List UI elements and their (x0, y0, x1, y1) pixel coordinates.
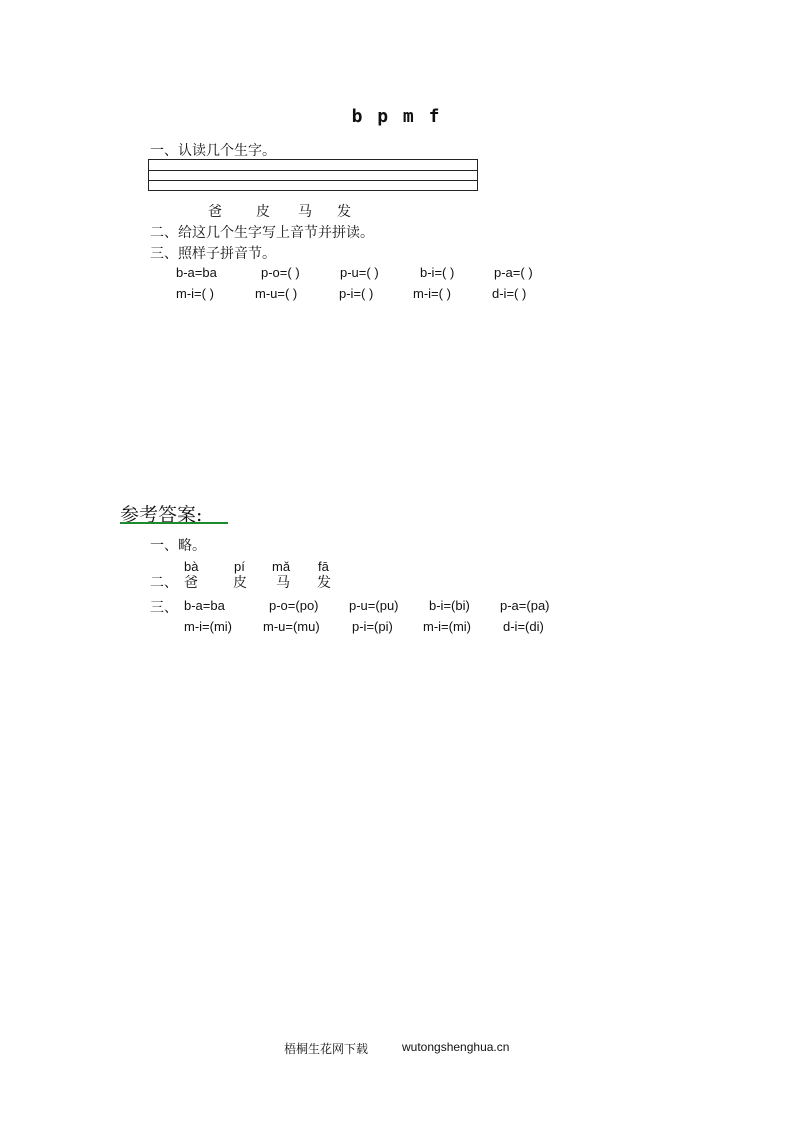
pinyin-line (149, 180, 477, 181)
exercise-item: p-u=( ) (340, 265, 379, 280)
section1-label: 一、认读几个生字。 (150, 143, 276, 159)
answer-char-ma: 马 (276, 575, 290, 591)
answer-item: b-a=ba (184, 598, 225, 613)
footer-url[interactable]: wutongshenghua.cn (402, 1040, 510, 1054)
exercise-item: b-a=ba (176, 265, 217, 280)
answer3-prefix: 三、 (150, 600, 178, 616)
char-ba: 爸 (208, 204, 222, 220)
worksheet-title: b p m f (351, 106, 442, 127)
exercise-item: m-u=( ) (255, 286, 298, 301)
answer-item: d-i=(di) (503, 619, 544, 634)
answer-item: p-i=(pi) (352, 619, 393, 634)
exercise-item: m-i=( ) (176, 286, 214, 301)
exercise-item: b-i=( ) (420, 265, 455, 280)
pinyin-ma: mǎ (272, 559, 291, 574)
answer-char-pi: 皮 (233, 575, 247, 591)
section3-label: 三、照样子拼音节。 (150, 246, 276, 262)
answer-char-fa: 发 (317, 575, 331, 591)
section2-label: 二、给这几个生字写上音节并拼读。 (150, 225, 374, 241)
pinyin-fa: fā (318, 559, 329, 574)
exercise-item: p-a=( ) (494, 265, 533, 280)
answer-char-ba: 爸 (184, 575, 198, 591)
exercise-item: p-o=( ) (261, 265, 300, 280)
char-ma: 马 (298, 204, 312, 220)
answer-item: m-i=(mi) (423, 619, 472, 634)
answer-item: m-u=(mu) (263, 619, 320, 634)
answer-item: p-o=(po) (269, 598, 319, 613)
answer-item: p-u=(pu) (349, 598, 399, 613)
pinyin-writing-lines (148, 159, 478, 191)
exercise-item: d-i=( ) (492, 286, 527, 301)
answer2-prefix: 二、 (150, 575, 178, 591)
pinyin-line (149, 170, 477, 171)
exercise-item: p-i=( ) (339, 286, 374, 301)
char-fa: 发 (337, 204, 351, 220)
answer-title-underline (120, 522, 228, 524)
char-pi: 皮 (256, 204, 270, 220)
pinyin-ba: bà (184, 559, 199, 574)
footer-site-name: 梧桐生花网下载 (284, 1042, 369, 1056)
answer1: 一、略。 (150, 538, 206, 554)
answer-item: p-a=(pa) (500, 598, 550, 613)
answer-key-title: 参考答案: (120, 504, 203, 526)
answer-item: b-i=(bi) (429, 598, 470, 613)
pinyin-pi: pí (234, 559, 245, 574)
answer-item: m-i=(mi) (184, 619, 233, 634)
exercise-item: m-i=( ) (413, 286, 451, 301)
